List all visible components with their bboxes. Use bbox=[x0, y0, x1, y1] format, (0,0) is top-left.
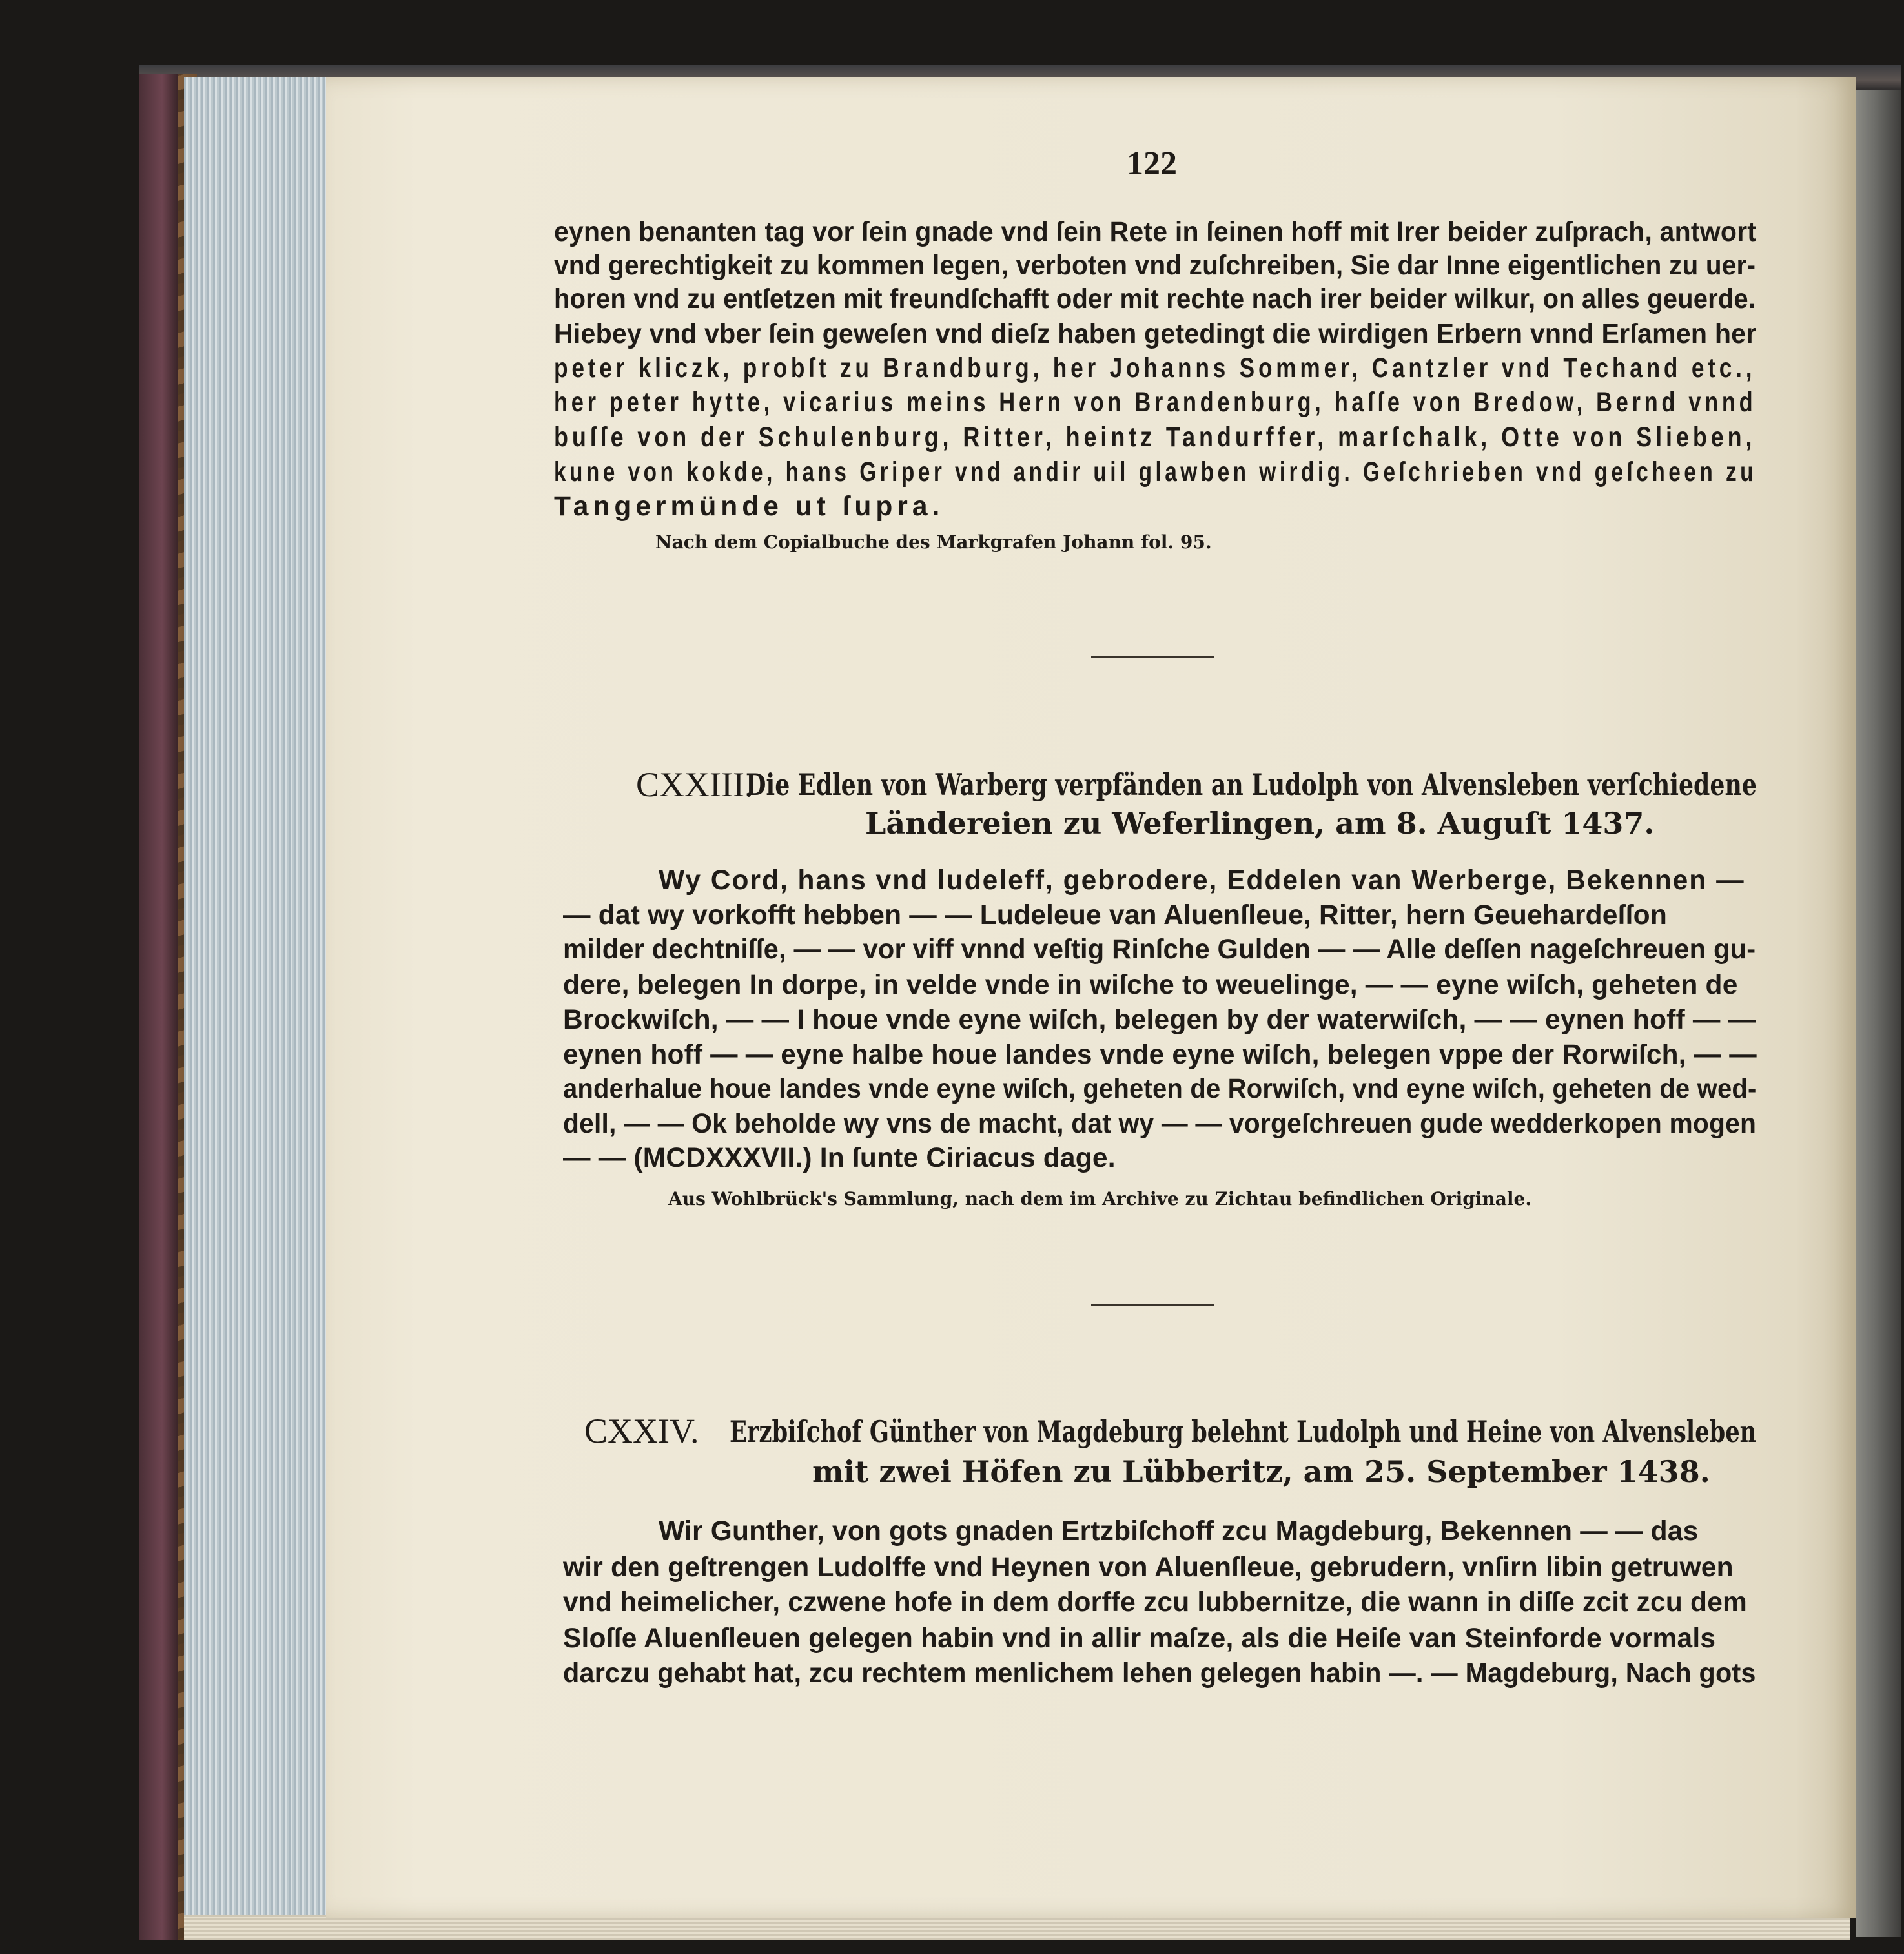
text-line: — dat wy vorkofft hebben — — Ludeleue van Aluenſleue, Ritter, hern Geuehardeſſon bbox=[563, 900, 1667, 931]
text-line: kune von kokde, hans Griper vnd andir uil glawben wirdig. Geſchrieben vnd geſcheen zu bbox=[554, 457, 1757, 488]
document-title: Ländereien zu Weferlingen, am 8. Auguſt 1437. bbox=[865, 806, 1655, 841]
text-line: eynen hoff — — eyne halbe houe landes vnde eyne wiſch, belegen vppe der Rorwiſch, — — bbox=[563, 1040, 1757, 1070]
text-line: darczu gehabt hat, zcu rechtem menlichem lehen gelegen habin —. — Magdeburg, Nach gots bbox=[563, 1658, 1756, 1689]
source-note: Aus Wohlbrück's Sammlung, nach dem im Archive zu Zichtau befindlichen Originale. bbox=[668, 1188, 1532, 1209]
document-title: mit zwei Höfen zu Lübberitz, am 25. September 1438. bbox=[812, 1454, 1710, 1489]
text-line: Wir Gunther, von gots gnaden Ertzbiſchoff zcu Magdeburg, Bekennen — — das bbox=[659, 1516, 1699, 1547]
text-line: vnd gerechtigkeit zu kommen legen, verboten vnd zuſchreiben, Sie dar Inne eigentlichen zu uer- bbox=[554, 251, 1756, 281]
text-line: horen vnd zu entſetzen mit freundſchafft oder mit rechte nach irer beider wilkur, on alles geuerde. bbox=[554, 284, 1756, 314]
facing-page-edge bbox=[1856, 90, 1901, 1937]
page-edges bbox=[184, 77, 334, 1931]
book-spine bbox=[139, 74, 178, 1940]
text-line: Sloſſe Aluenſleuen gelegen habin vnd in allir maſze, als die Heiſe van Steinforde vormals bbox=[563, 1623, 1716, 1654]
page-number: 122 bbox=[1127, 145, 1177, 182]
text-line: milder dechtniſſe, — — vor viff vnnd veſtig Rinſche Gulden — — Alle deſſen nageſchreuen gu- bbox=[563, 934, 1756, 965]
text-line: Wy Cord, hans vnd ludeleff, gebrodere, Eddelen van Werberge, Bekennen — bbox=[659, 865, 1745, 896]
text-line: vnd heimelicher, czwene hofe in dem dorffe zcu lubbernitze, die wann in diſſe zcit zcu dem bbox=[563, 1587, 1748, 1618]
document-title: Die Edlen von Warberg verpfänden an Ludolph von Alvensleben verſchiedene bbox=[746, 767, 1757, 802]
document-title: Erzbiſchof Günther von Magdeburg belehnt Ludolph und Heine von Alvensleben bbox=[730, 1414, 1757, 1449]
section-divider bbox=[1091, 656, 1214, 658]
text-line: eynen benanten tag vor ſein gnade vnd ſein Rete in ſeinen hoff mit Irer beider zuſprach, antwort bbox=[554, 217, 1757, 247]
text-line: her peter hytte, vicarius meins Hern von Brandenburg, haſſe von Bredow, Bernd vnnd bbox=[554, 387, 1757, 418]
text-line: Brockwiſch, — — I houe vnde eyne wiſch, belegen by der waterwiſch, — — eynen hoff — — bbox=[563, 1005, 1756, 1035]
page-edges-bottom bbox=[184, 1915, 1850, 1940]
text-line: — — (MCDXXXVII.) In ſunte Ciriacus dage. bbox=[563, 1143, 1116, 1173]
text-line: peter kliczk, probſt zu Brandburg, her Johanns Sommer, Cantzler vnd Techand etc., bbox=[554, 353, 1756, 384]
text-line: wir den geſtrengen Ludolffe vnd Heynen von Aluenſleue, gebrudern, vnſirn libin getruwen bbox=[563, 1552, 1734, 1583]
document-number: CXXIV. bbox=[584, 1412, 699, 1450]
text-line: Hiebey vnd vber ſein geweſen vnd dieſz haben getedingt die wirdigen Erbern vnnd Erſamen her bbox=[554, 319, 1757, 349]
document-number: CXXIII. bbox=[636, 765, 753, 804]
text-line: buſſe von der Schulenburg, Ritter, heintz Tandurffer, marſchalk, Otte von Slieben, bbox=[554, 422, 1756, 453]
section-divider bbox=[1091, 1304, 1214, 1306]
source-note: Nach dem Copialbuche des Markgrafen Johann fol. 95. bbox=[655, 531, 1212, 553]
text-line: dere, belegen In dorpe, in velde vnde in wiſche to weuelinge, — — eyne wiſch, geheten de bbox=[563, 970, 1738, 1000]
text-line: Tangermünde ut ſupra. bbox=[554, 491, 945, 522]
text-line: dell, — — Ok beholde wy vns de macht, dat wy — — vorgeſchreuen gude wedderkopen mogen bbox=[563, 1109, 1757, 1139]
text-line: anderhalue houe landes vnde eyne wiſch, geheten de Rorwiſch, vnd eyne wiſch, geheten de wed- bbox=[563, 1074, 1757, 1104]
